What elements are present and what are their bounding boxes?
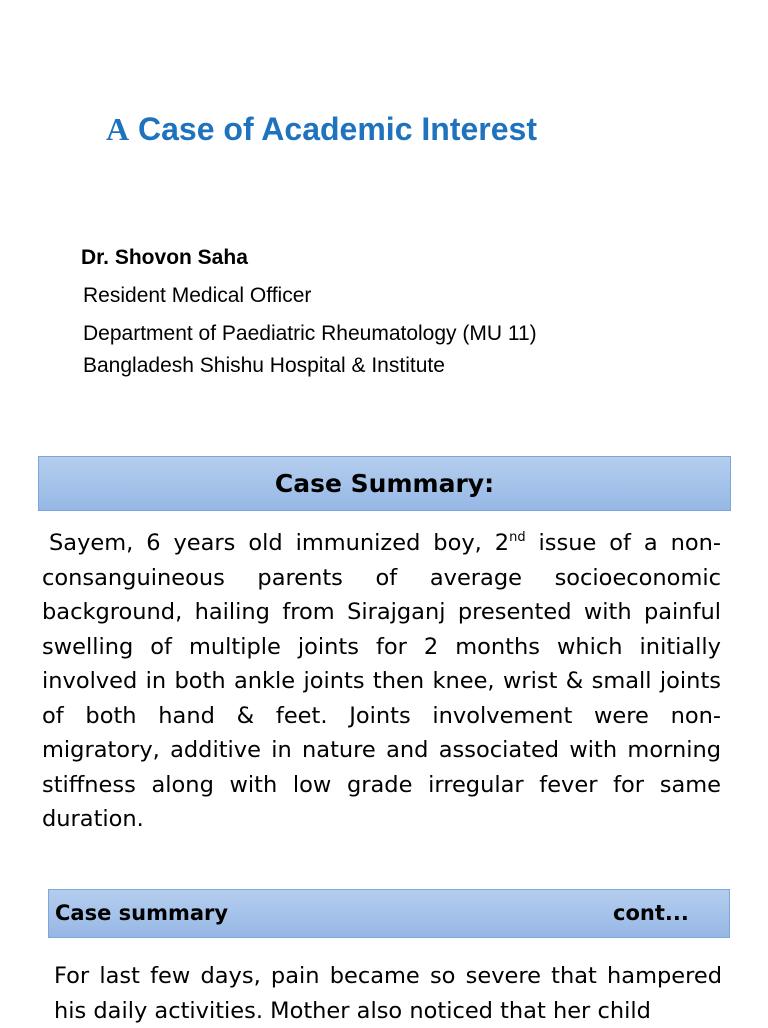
case-summary-cont-paragraph: For last few days, pain became so severe that hampered his daily activities. Mother also noticed that her child [54,963,722,1024]
case-summary-cont-header [48,889,730,938]
ordinal-superscript: nd [509,530,526,545]
author-department: Department of Paediatric Rheumatology (MU 11) [83,322,537,345]
title-first-letter: A [106,111,130,147]
author-name: Dr. Shovon Saha [81,246,248,269]
title-text: Case of Academic Interest [129,111,537,147]
paragraph-start: Sayem, 6 years old immunized boy, 2 [49,530,510,556]
page-title [106,108,537,150]
case-summary-cont-heading: Case summary [55,901,229,925]
case-summary-paragraph [42,526,721,837]
author-position: Resident Medical Officer [83,284,312,307]
paragraph-rest: issue of a non-consanguineous parents of average socioeconomic background, hailing from Sirajganj presented with painful swelling of multiple joints for 2 months which initially involved in both ankle joints then knee, wrist & small joints of both hand & feet. Joints involvement were non-migratory, additive in nature and associated with morning stiffness along with low grade irregular fever for same duration. [42,530,721,832]
continued-label: cont... [613,901,689,925]
case-summary-header [38,456,731,511]
author-institute: Bangladesh Shishu Hospital & Institute [83,354,445,377]
case-summary-heading: Case Summary: [274,469,495,498]
